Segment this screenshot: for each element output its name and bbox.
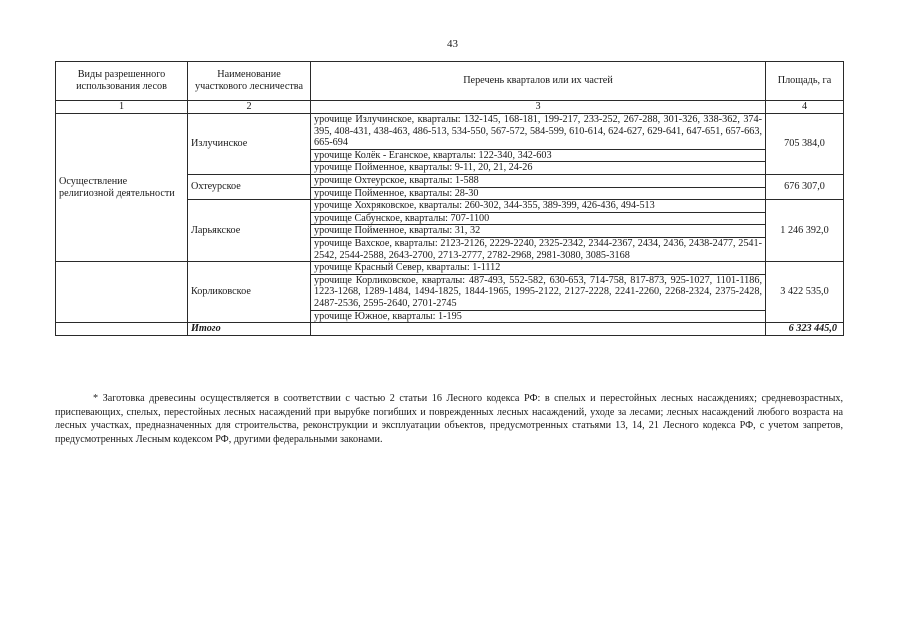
total-label: Итого [188,323,311,336]
quarter-part: урочище Пойменное, кварталы: 28-30 [311,187,766,200]
table-row [56,114,844,150]
quarter-part: урочище Красный Север, кварталы: 1-1112 [311,262,766,275]
area-cell: 705 384,0 [766,114,844,175]
quarter-part: урочище Пойменное, кварталы: 9-11, 20, 21, 24-26 [311,162,766,175]
forestry-cell: Охтеурское [188,174,311,199]
total-empty-cell [56,323,188,336]
area-cell: 1 246 392,0 [766,200,844,262]
header-use-type: Виды разрешенного использования лесов [56,62,188,101]
quarter-part: урочище Колёк - Еганское, кварталы: 122-340, 342-603 [311,149,766,162]
total-value: 6 323 445,0 [766,323,844,336]
table-header-row [56,62,844,101]
quarters-table [55,61,844,336]
forestry-cell: Ларьякское [188,200,311,262]
column-number-row [56,101,844,114]
column-number: 2 [188,101,311,114]
table-row [56,262,844,275]
quarter-part: урочище Вахское, кварталы: 2123-2126, 2229-2240, 2325-2342, 2344-2367, 2434, 2436, 2438-2477, 2541-2542, 2544-2588, 2643-2700, 2713-2777, 2782-2968, 2981-3080, 3085-3168 [311,237,766,261]
page-number: 43 [447,38,458,50]
quarter-part: урочище Южное, кварталы: 1-195 [311,310,766,323]
forestry-cell: Излучинское [188,114,311,175]
header-quarters: Перечень кварталов или их частей [311,62,766,101]
quarter-part: урочище Охтеурское, кварталы: 1-588 [311,174,766,187]
use-type-cell: Осуществление религиозной деятельности [56,114,188,262]
header-area: Площадь, га [766,62,844,101]
total-row [56,323,844,336]
forestry-cell: Корликовское [188,262,311,323]
quarter-part: урочище Сабунское, кварталы: 707-1100 [311,212,766,225]
area-cell: 676 307,0 [766,174,844,199]
quarter-part: урочище Пойменное, кварталы: 31, 32 [311,225,766,238]
area-cell: 3 422 535,0 [766,262,844,323]
column-number: 3 [311,101,766,114]
total-empty-cell [311,323,766,336]
column-number: 1 [56,101,188,114]
header-forestry: Наименование участкового лесничества [188,62,311,101]
quarter-part: урочище Излучинское, кварталы: 132-145, 168-181, 199-217, 233-252, 267-288, 301-326, 338-362, 374-395, 408-431, 438-463, 486-513, 534-550, 567-572, 584-599, 610-614, 624-627, 629-641, 647-651, 657-663, 665-694 [311,114,766,150]
quarter-part: урочище Корликовское, кварталы: 487-493, 552-582, 630-653, 714-758, 817-873, 925-1027, 1101-1186, 1223-1268, 1289-1484, 1494-1825, 1844-1965, 1995-2122, 2127-2228, 2241-2260, 2268-2324, 2375-2428, 2487-2536, 2595-2640, 2701-2745 [311,274,766,310]
use-type-continuation [56,262,188,323]
quarter-part: урочище Хохряковское, кварталы: 260-302, 344-355, 389-399, 426-436, 494-513 [311,200,766,213]
footnote: * Заготовка древесины осуществляется в соответствии с частью 2 статьи 16 Лесного кодекса РФ: в спелых и перестойных лесных насаждениях; средневозрастных, приспевающих, спелых, перестойных лесных насаждений при вырубке погибших и поврежденных лесных насаждений, уходе за лесами; лесных насаждений любого возраста на лесных участках, предназначенных для строительства, реконструкции и эксплуатации объектов, предусмотренных статьями 13, 14, 21 Лесного кодекса РФ, с учетом запретов, предусмотренных Лесным кодексом РФ, другими федеральными законами. [55,393,843,445]
column-number: 4 [766,101,844,114]
